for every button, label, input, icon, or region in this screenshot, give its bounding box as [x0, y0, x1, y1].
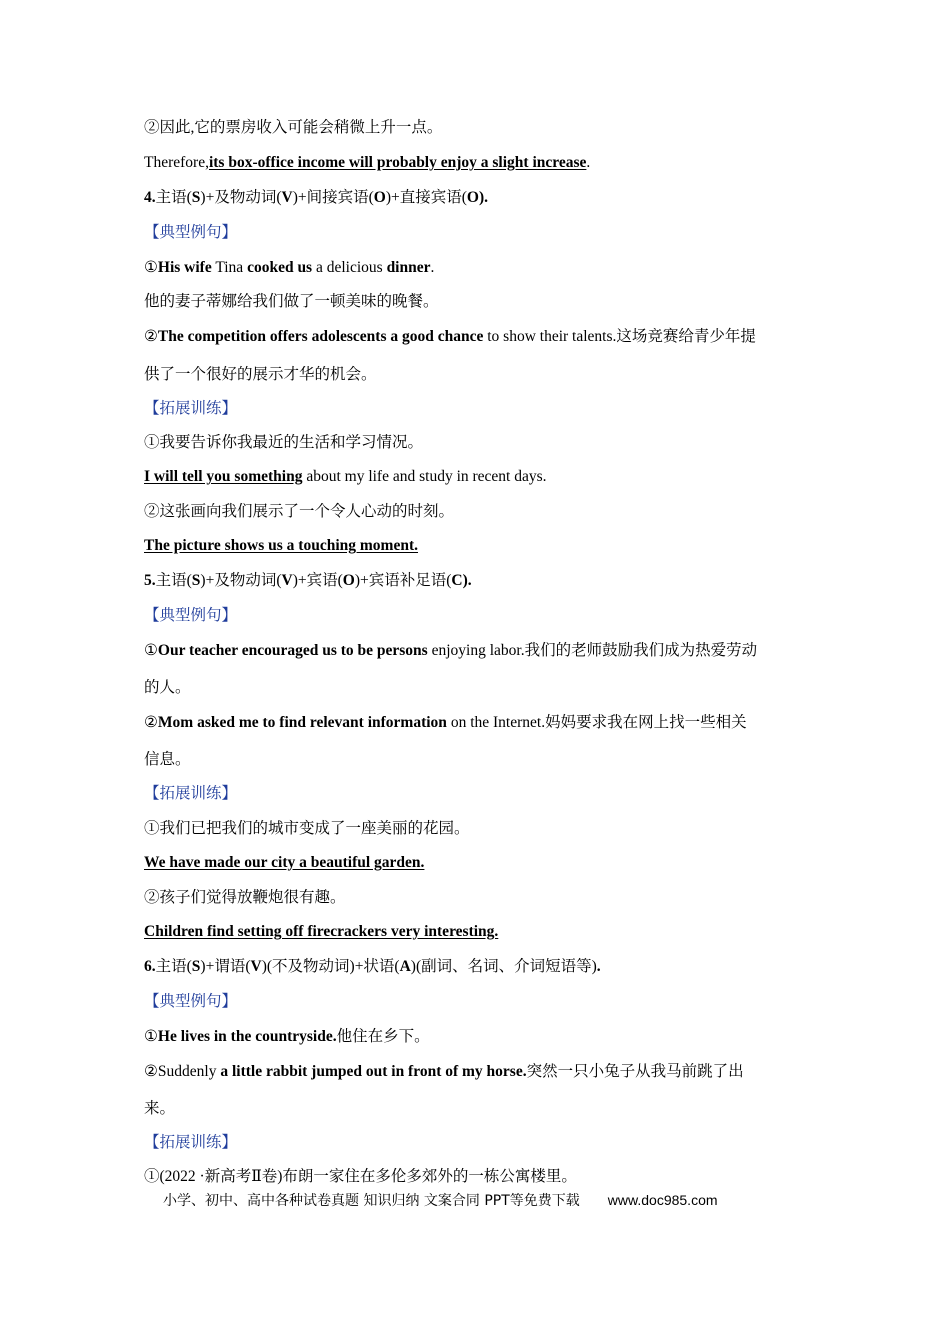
- paragraph-line: 来。: [144, 1100, 176, 1117]
- section-heading-6: 6.主语(S)+谓语(V)(不及物动词)+状语(A)(副词、名词、介词短语等).: [144, 958, 601, 975]
- answer-line: Therefore,its box-office income will probably enjoy a slight increase.: [144, 154, 591, 171]
- example-sentence: ①His wife Tina cooked us a delicious dinner.: [144, 259, 435, 276]
- section-heading-5: 5.主语(S)+及物动词(V)+宾语(O)+宾语补足语(C).: [144, 572, 472, 589]
- practice-tag: 【拓展训练】: [144, 785, 238, 802]
- paragraph-line: ②这张画向我们展示了一个令人心动的时刻。: [144, 503, 455, 520]
- underlined-answer: Children find setting off firecrackers very interesting.: [144, 923, 499, 940]
- paragraph-line: ①(2022 ·新高考Ⅱ卷)布朗一家住在多伦多郊外的一栋公寓楼里。: [144, 1168, 577, 1185]
- practice-tag: 【拓展训练】: [144, 1134, 238, 1151]
- paragraph-line: ②孩子们觉得放鞭炮很有趣。: [144, 889, 346, 906]
- example-sentence: ①He lives in the countryside.他住在乡下。: [144, 1028, 430, 1045]
- example-sentence: ②Mom asked me to find relevant information on the Internet.妈妈要求我在网上找一些相关: [144, 714, 747, 731]
- example-sentence: ②The competition offers adolescents a good chance to show their talents.这场竞赛给青少年提: [144, 328, 756, 345]
- paragraph-line: ①我要告诉你我最近的生活和学习情况。: [144, 434, 424, 451]
- page-footer: [163, 1190, 718, 1211]
- footer-url[interactable]: www.doc985.com: [607, 1192, 718, 1208]
- answer-line: I will tell you something about my life and study in recent days.: [144, 468, 547, 485]
- paragraph-line: ②因此,它的票房收入可能会稍微上升一点。: [144, 119, 443, 136]
- footer-text: 小学、初中、高中各种试卷真题 知识归纳 文案合同 PPT等免费下载: [163, 1193, 580, 1209]
- example-sentence: ①Our teacher encouraged us to be persons enjoying labor.我们的老师鼓励我们成为热爱劳动: [144, 642, 758, 659]
- underlined-answer: We have made our city a beautiful garden.: [144, 854, 425, 871]
- paragraph-line: 供了一个很好的展示才华的机会。: [144, 366, 377, 383]
- paragraph-line: ①我们已把我们的城市变成了一座美丽的花园。: [144, 820, 470, 837]
- example-tag: 【典型例句】: [144, 607, 238, 624]
- underlined-answer: The picture shows us a touching moment.: [144, 537, 419, 554]
- example-tag: 【典型例句】: [144, 224, 238, 241]
- section-heading-4: 4.主语(S)+及物动词(V)+间接宾语(O)+直接宾语(O).: [144, 189, 489, 206]
- paragraph-line: 的人。: [144, 679, 191, 696]
- practice-tag: 【拓展训练】: [144, 400, 238, 417]
- paragraph-line: 信息。: [144, 751, 191, 768]
- underlined-answer: I will tell you something: [144, 468, 303, 485]
- example-tag: 【典型例句】: [144, 993, 238, 1010]
- example-sentence: ②Suddenly a little rabbit jumped out in front of my horse.突然一只小兔子从我马前跳了出: [144, 1063, 744, 1080]
- underlined-answer: its box-office income will probably enjoy a slight increase: [208, 154, 587, 171]
- translation-line: 他的妻子蒂娜给我们做了一顿美味的晚餐。: [144, 293, 439, 310]
